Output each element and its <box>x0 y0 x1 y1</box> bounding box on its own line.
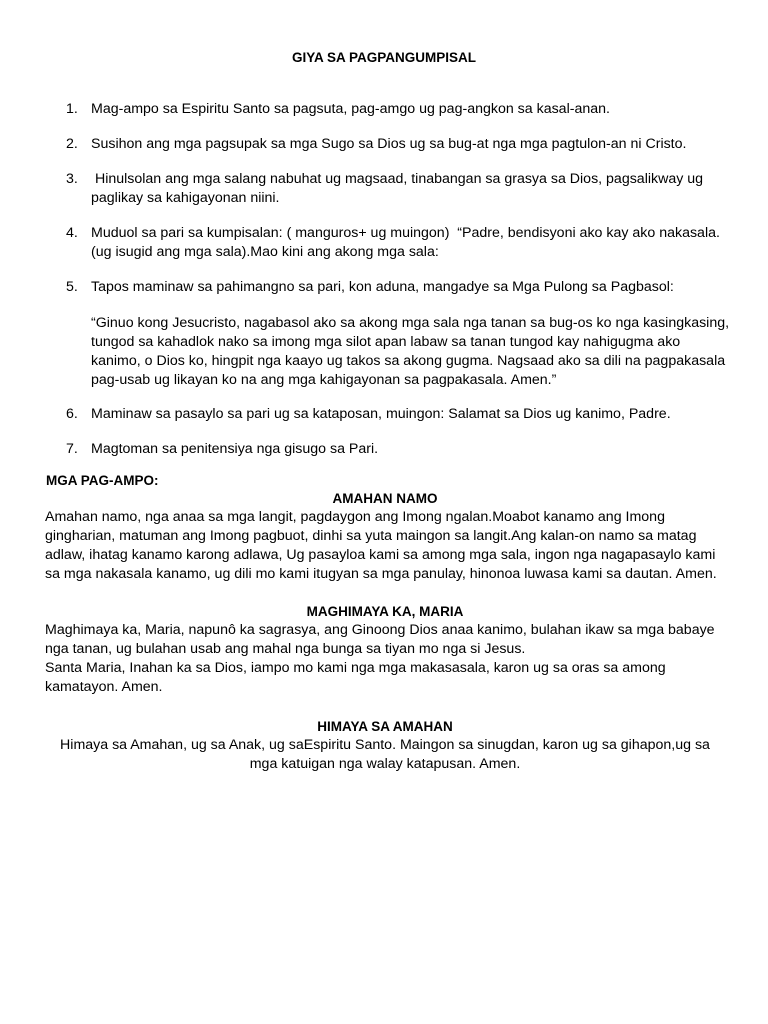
list-item <box>62 278 730 390</box>
step-number: 4. <box>66 225 78 241</box>
list-item <box>62 405 730 424</box>
step-number: 2. <box>66 136 78 152</box>
step-number: 5. <box>66 279 78 295</box>
document-title: GIYA SA PAGPANGUMPISAL <box>291 50 477 65</box>
list-item <box>62 224 730 262</box>
confession-steps-list <box>62 100 730 475</box>
act-of-contrition-quote: “Ginuo kong Jesucristo, nagabasol ako sa akong mga sala nga tanan sa bug-os ko nga kasingkasing, tungod sa kahadlok nako sa imong mga silot apan labaw sa tanan tungod kay nahigugma ako kanimo, o Dios ko, hingpit nga kaayo ug takos sa akong gugma. Nagsaad ako sa dili na pagpakasala pag-usab ug likayan ko na ang mga kahigayonan sa pagpakasala. Amen.” <box>91 315 730 388</box>
list-item <box>62 135 730 154</box>
step-text: Maminaw sa pasaylo sa pari ug sa kataposan, muingon: Salamat sa Dios ug kanimo, Padre. <box>91 406 671 422</box>
list-item <box>62 170 730 208</box>
list-item <box>62 100 730 119</box>
step-text: Magtoman sa penitensiya nga gisugo sa Pari. <box>91 441 379 457</box>
prayer-body <box>45 621 725 697</box>
step-text: Susihon ang mga pagsupak sa mga Sugo sa Dios ug sa bug-at nga mga pagtulon-an ni Cristo. <box>91 136 687 152</box>
prayer-amahan-namo <box>45 489 725 584</box>
step-number: 6. <box>66 406 78 422</box>
step-text: Muduol sa pari sa kumpisalan: ( manguros+ ug muingon) “Padre, bendisyoni ako kay ako nakasala. (ug isugid ang mga sala).Mao kini ang akong mga sala: <box>91 225 724 260</box>
prayer-paragraph: Maghimaya ka, Maria, napunô ka sagrasya, ang Ginoong Dios anaa kanimo, bulahan ikaw sa mga babaye nga tanan, ug bulahan usab ang mahal nga bunga sa tiyan mo nga si Jesus. <box>45 622 715 657</box>
prayer-body <box>45 508 725 584</box>
prayer-body <box>45 736 725 774</box>
step-number: 7. <box>66 441 78 457</box>
prayer-maghimaya-ka-maria <box>45 602 725 697</box>
step-number: 1. <box>66 101 78 117</box>
step-text: Mag-ampo sa Espiritu Santo sa pagsuta, pag-amgo ug pag-angkon sa kasal-anan. <box>91 101 610 117</box>
step-text: Tapos maminaw sa pahimangno sa pari, kon aduna, mangadye sa Mga Pulong sa Pagbasol: <box>91 279 674 295</box>
prayers-heading: MGA PAG-AMPO: <box>46 473 159 488</box>
step-number: 3. <box>66 171 78 187</box>
list-item <box>62 440 730 459</box>
prayer-paragraph: Amahan namo, nga anaa sa mga langit, pagdaygon ang Imong ngalan.Moabot kanamo ang Imong gingharian, matuman ang Imong pagbuot, dinhi sa yuta maingon sa langit.Ang kalan-on namo sa matag adlaw, ihatag kanamo karong adlawa, Ug pasayloa kami sa among mga sala, ingon nga nagapasaylo kami sa mga nakasala kanamo, ug dili mo kami itugyan sa mga panulay, hinonoa luwasa kami sa dautan. Amen. <box>45 509 717 582</box>
step-text: Hinulsolan ang mga salang nabuhat ug magsaad, tinabangan sa grasya sa Dios, pagsalikway ug paglikay sa kahigayonan niini. <box>91 171 708 206</box>
prayer-title: MAGHIMAYA KA, MARIA <box>306 604 464 619</box>
prayer-title: AMAHAN NAMO <box>332 491 438 506</box>
prayer-paragraph: Himaya sa Amahan, ug sa Anak, ug saEspiritu Santo. Maingon sa sinugdan, karon ug sa gihapon,ug sa mga katuigan nga walay katapusan. Amen. <box>60 737 710 772</box>
prayer-title: HIMAYA SA AMAHAN <box>317 719 453 734</box>
prayer-himaya-sa-amahan <box>45 717 725 774</box>
prayer-paragraph: Santa Maria, Inahan ka sa Dios, iampo mo kami nga mga makasasala, karon ug sa oras sa among kamatayon. Amen. <box>45 660 666 695</box>
